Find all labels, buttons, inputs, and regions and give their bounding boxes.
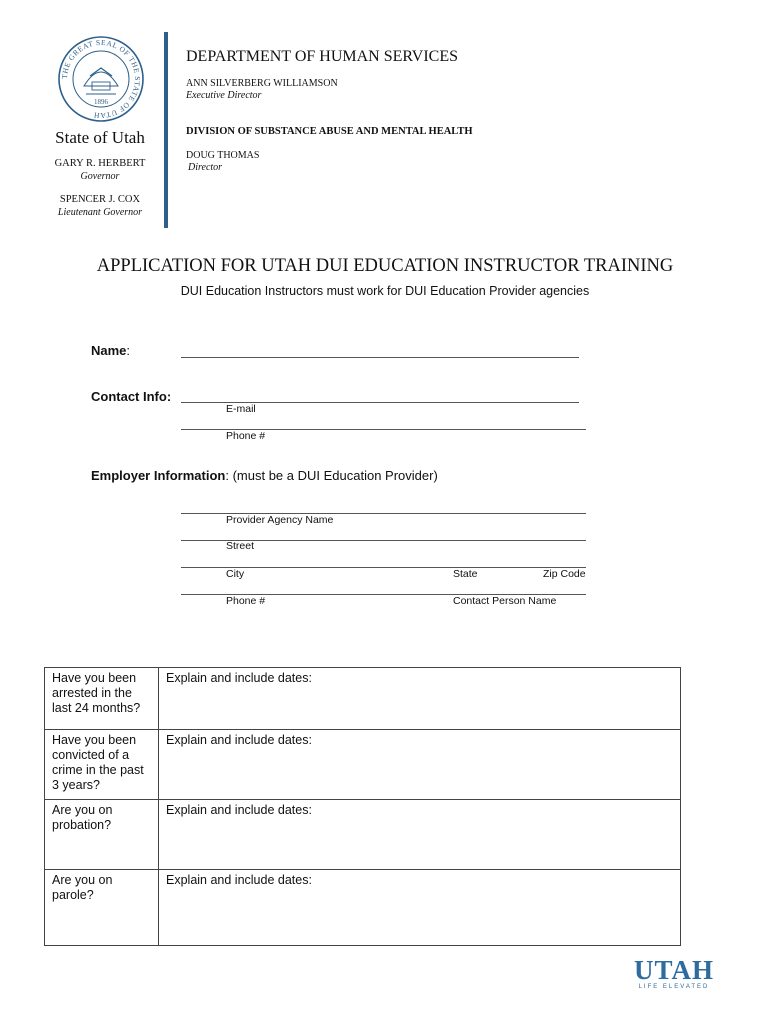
background-questions-table — [44, 667, 681, 946]
table-row — [45, 730, 681, 800]
street-caption: Street — [226, 540, 255, 552]
employer-info-heading: Employer Information: (must be a DUI Education Provider) — [91, 468, 438, 483]
answer-cell[interactable]: Explain and include dates: — [159, 870, 681, 946]
utah-logo-tagline: LIFE ELEVATED — [638, 984, 710, 990]
state-seal-logo — [58, 36, 144, 122]
director-title: Director — [188, 162, 223, 173]
division-name: DIVISION OF SUBSTANCE ABUSE AND MENTAL HEALTH — [186, 126, 473, 137]
lt-governor-name: SPENCER J. COX — [59, 194, 141, 205]
table-row — [45, 870, 681, 946]
provider-agency-caption: Provider Agency Name — [226, 514, 334, 526]
city-caption: City — [226, 568, 245, 580]
contact-info-label: Contact Info: — [91, 389, 172, 404]
form-title: APPLICATION FOR UTAH DUI EDUCATION INSTRUCTOR TRAINING — [96, 256, 674, 276]
contact-person-caption: Contact Person Name — [453, 595, 557, 607]
state-name: State of Utah — [55, 128, 145, 147]
answer-cell[interactable]: Explain and include dates: — [159, 800, 681, 870]
name-field[interactable] — [181, 357, 579, 358]
table-row — [45, 800, 681, 870]
question-cell: Are you on probation? — [45, 800, 159, 870]
seal-ring-text: THE GREAT SEAL OF THE STATE OF UTAH — [59, 37, 143, 121]
question-cell: Have you been arrested in the last 24 months? — [45, 668, 159, 730]
executive-director-name: ANN SILVERBERG WILLIAMSON — [186, 78, 338, 89]
lt-governor-title: Lieutenant Governor — [57, 207, 143, 218]
form-subtitle: DUI Education Instructors must work for DUI Education Provider agencies — [180, 284, 590, 298]
zip-caption: Zip Code — [543, 568, 586, 580]
question-cell: Are you on parole? — [45, 870, 159, 946]
state-caption: State — [453, 568, 478, 580]
answer-cell[interactable]: Explain and include dates: — [159, 730, 681, 800]
department-name: DEPARTMENT OF HUMAN SERVICES — [186, 48, 459, 65]
utah-logo: UTAH — [633, 955, 714, 985]
email-caption: E-mail — [226, 403, 256, 415]
table-row — [45, 668, 681, 730]
phone-caption: Phone # — [226, 430, 266, 442]
employer-phone-caption: Phone # — [226, 595, 266, 607]
director-name: DOUG THOMAS — [186, 150, 260, 161]
answer-cell[interactable]: Explain and include dates: — [159, 668, 681, 730]
executive-director-title: Executive Director — [186, 90, 262, 101]
svg-text:THE GREAT SEAL OF THE STATE OF — [60, 38, 142, 120]
governor-name: GARY R. HERBERT — [54, 158, 146, 169]
name-label: Name: — [91, 343, 131, 358]
seal-year: 1896 — [94, 98, 108, 106]
question-cell: Have you been convicted of a crime in the past 3 years? — [45, 730, 159, 800]
header-divider-bar — [164, 32, 168, 228]
governor-title: Governor — [80, 171, 120, 182]
